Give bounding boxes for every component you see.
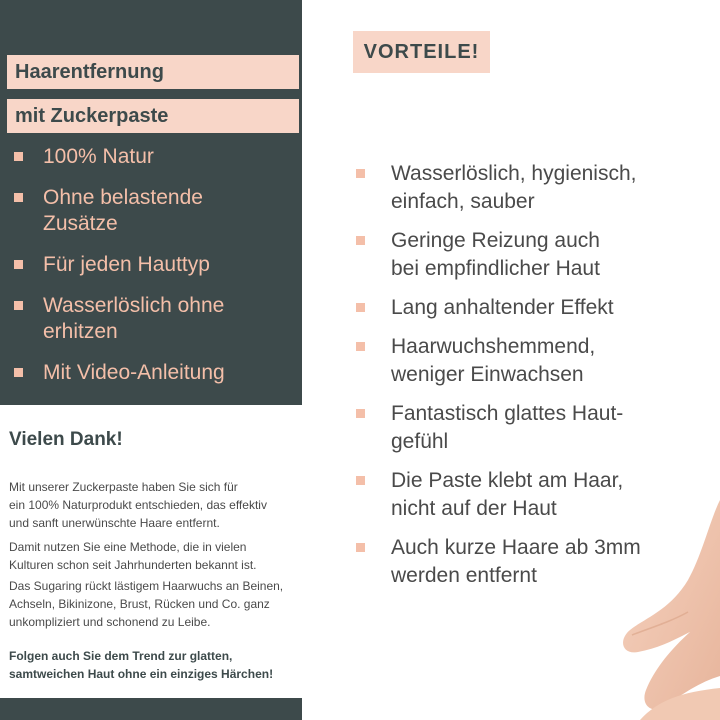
paragraph-line: ein 100% Naturprodukt entschieden, das effektiv	[9, 498, 267, 512]
feature-item	[0, 185, 302, 237]
advantage-item	[353, 227, 713, 283]
square-bullet-icon	[14, 260, 23, 269]
advantage-text: weniger Einwachsen	[391, 363, 584, 386]
hand-shape	[623, 500, 720, 709]
advantages-tag: VORTEILE!	[353, 31, 490, 73]
paragraph-line: Kulturen schon seit Jahrhunderten bekannt ist.	[9, 558, 257, 572]
feature-text: Für jeden Hauttyp	[43, 253, 210, 276]
square-bullet-icon	[356, 236, 365, 245]
square-bullet-icon	[356, 409, 365, 418]
advantage-text: Wasserlöslich, hygienisch,	[391, 162, 637, 185]
advantage-text: Auch kurze Haare ab 3mm	[391, 536, 641, 559]
paragraph-line: Damit nutzen Sie eine Methode, die in vielen	[9, 540, 247, 554]
advantage-text: Die Paste klebt am Haar,	[391, 469, 624, 492]
feature-text: 100% Natur	[43, 145, 154, 168]
footer-bar	[0, 698, 302, 720]
advantage-text: Lang anhaltender Effekt	[391, 296, 614, 319]
feature-text: Zusätze	[43, 212, 118, 235]
thanks-section	[0, 405, 320, 698]
title-line-1: Haarentfernung	[7, 55, 299, 89]
feature-text: Wasserlöslich ohne	[43, 294, 225, 317]
advantage-item	[353, 333, 713, 389]
paragraph-line: unkompliziert und schonend zu Leibe.	[9, 615, 211, 629]
thanks-paragraph	[9, 478, 314, 532]
thanks-paragraph	[9, 577, 314, 631]
advantage-text: einfach, sauber	[391, 190, 535, 213]
paragraph-line: und sanft unerwünschte Haare entfernt.	[9, 516, 220, 530]
advantage-item	[353, 160, 713, 216]
advantage-item	[353, 294, 713, 322]
square-bullet-icon	[14, 301, 23, 310]
feature-list	[0, 144, 302, 401]
square-bullet-icon	[356, 303, 365, 312]
feature-item	[0, 293, 302, 345]
advantage-text: Geringe Reizung auch	[391, 229, 600, 252]
paragraph-line: Achseln, Bikinizone, Brust, Rücken und Co. ganz	[9, 597, 270, 611]
feature-item	[0, 144, 302, 170]
feature-text: Mit Video-Anleitung	[43, 361, 225, 384]
paragraph-line: Das Sugaring rückt lästigem Haarwuchs an Beinen,	[9, 579, 284, 593]
closing-paragraph	[9, 647, 314, 683]
hand-photo	[570, 500, 720, 720]
thanks-title: Vielen Dank!	[9, 429, 123, 450]
advantage-text: Fantastisch glattes Haut-	[391, 402, 624, 425]
advantage-text: Haarwuchshemmend,	[391, 335, 596, 358]
feature-item	[0, 360, 302, 386]
title-line-2: mit Zuckerpaste	[7, 99, 299, 133]
advantage-text: gefühl	[391, 430, 449, 453]
square-bullet-icon	[356, 476, 365, 485]
advantage-text: werden entfernt	[391, 564, 537, 587]
advantage-text: nicht auf der Haut	[391, 497, 557, 520]
square-bullet-icon	[14, 152, 23, 161]
square-bullet-icon	[356, 342, 365, 351]
feature-text: erhitzen	[43, 320, 118, 343]
paragraph-line: samtweichen Haut ohne ein einziges Härchen!	[9, 667, 274, 681]
advantage-text: bei empfindlicher Haut	[391, 257, 600, 280]
square-bullet-icon	[356, 169, 365, 178]
feature-text: Ohne belastende	[43, 186, 203, 209]
thanks-paragraph	[9, 538, 314, 574]
square-bullet-icon	[356, 543, 365, 552]
paragraph-line: Mit unserer Zuckerpaste haben Sie sich für	[9, 480, 238, 494]
advantage-item	[353, 400, 713, 456]
paragraph-line: Folgen auch Sie dem Trend zur glatten,	[9, 649, 233, 663]
square-bullet-icon	[14, 193, 23, 202]
feature-item	[0, 252, 302, 278]
square-bullet-icon	[14, 368, 23, 377]
